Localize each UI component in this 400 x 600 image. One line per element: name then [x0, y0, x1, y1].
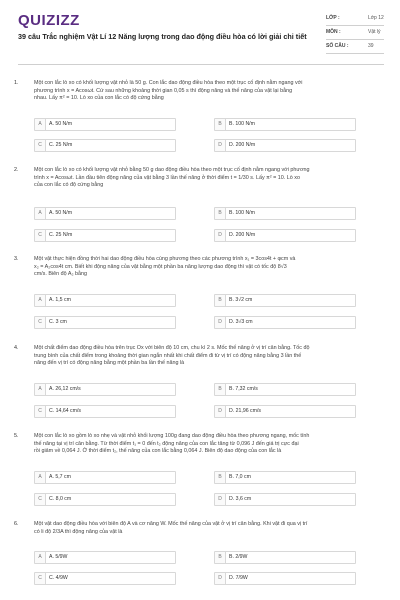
option-text: A. 50 N/m: [49, 121, 73, 127]
question-number: 2.: [14, 167, 19, 173]
meta-label: SỐ CÂU :: [326, 43, 349, 49]
option-text: B. 100 N/m: [229, 121, 255, 127]
option-b[interactable]: [214, 294, 356, 307]
question-line: thế năng tại vị trí cân bằng. Từ thời điểm t₁ = 0 đến t₂ động năng của con lắc tăng từ 0,096 J đến giá trị cực đại: [34, 440, 299, 447]
option-letter: B: [215, 119, 226, 130]
option-text: C. 3 cm: [49, 319, 67, 325]
option-c[interactable]: [34, 229, 176, 242]
question-line: nhau. Lấy π² = 10. Lò xo của con lắc có độ cứng bằng: [34, 95, 164, 102]
option-c[interactable]: [34, 316, 176, 329]
option-text: B. 7,32 cm/s: [229, 386, 258, 392]
option-letter: D: [215, 494, 226, 505]
option-a[interactable]: [34, 294, 176, 307]
option-a[interactable]: [34, 551, 176, 564]
question-line: Một vật dao động điều hòa với biên độ A và cơ năng W. Mốc thế năng của vật ở vị trí cân bằng. Khi vật đi qua vị trí: [34, 521, 308, 527]
option-text: D. 3,6 cm: [229, 496, 252, 502]
option-letter: A: [35, 119, 46, 130]
option-text: A. 5/9W: [49, 554, 68, 560]
option-text: D. 7/9W: [229, 575, 248, 581]
option-text: D. 200 N/m: [229, 232, 256, 238]
meta-row-subject: [326, 26, 384, 40]
question-line: trình x = Acosωt. Lần đầu tiên động năng của vật bằng 3 lần thế năng ở thời điểm t = 1/30 s. Lấy π² = 10. Lò xo: [34, 174, 300, 181]
option-text: D. 3√3 cm: [229, 319, 253, 325]
option-text: D. 21,96 cm/s: [229, 408, 262, 414]
page-title: 39 câu Trắc nghiệm Vật Lí 12 Năng lượng trong dao động điều hòa có lời giải chi tiết: [18, 32, 307, 41]
question-text: [34, 433, 384, 456]
option-b[interactable]: [214, 551, 356, 564]
option-d[interactable]: [214, 572, 356, 585]
option-a[interactable]: [34, 383, 176, 396]
option-letter: C: [35, 406, 46, 417]
question-line: rồi giảm về 0,064 J. Ở thời điểm t₂, thế năng của con lắc bằng 0,064 J. Biên độ dao động của con lắc là: [34, 448, 282, 455]
option-text: B. 2/9W: [229, 554, 248, 560]
option-letter: C: [35, 140, 46, 151]
option-c[interactable]: [34, 405, 176, 418]
option-d[interactable]: [214, 405, 356, 418]
option-d[interactable]: [214, 229, 356, 242]
option-letter: B: [215, 384, 226, 395]
option-text: C. 25 N/m: [49, 232, 73, 238]
question-line: của con lắc có độ cứng bằng: [34, 182, 104, 189]
question-text: [34, 80, 384, 103]
option-letter: C: [35, 494, 46, 505]
question-line: cm/s. Biên độ A₂ bằng: [34, 271, 88, 278]
option-b[interactable]: [214, 118, 356, 131]
question-number: 5.: [14, 433, 19, 439]
option-letter: B: [215, 552, 226, 563]
option-a[interactable]: [34, 118, 176, 131]
option-letter: D: [215, 406, 226, 417]
option-text: B. 3√2 cm: [229, 297, 253, 303]
meta-value: Lớp 12: [368, 15, 384, 21]
option-letter: C: [35, 317, 46, 328]
question-number: 1.: [14, 80, 19, 86]
option-a[interactable]: [34, 207, 176, 220]
option-b[interactable]: [214, 207, 356, 220]
option-letter: A: [35, 472, 46, 483]
option-letter: D: [215, 573, 226, 584]
option-c[interactable]: [34, 139, 176, 152]
question-text: [34, 256, 384, 279]
question-line: Một chất điểm dao động điều hòa trên trục Ox với biên độ 10 cm, chu kì 2 s. Mốc thế năng ở vị trí cân bằng. Tốc độ: [34, 345, 310, 351]
option-d[interactable]: [214, 316, 356, 329]
option-text: D. 200 N/m: [229, 142, 256, 148]
option-letter: B: [215, 472, 226, 483]
question-number: 3.: [14, 256, 19, 262]
question-text: [34, 345, 384, 368]
option-d[interactable]: [214, 493, 356, 506]
option-letter: D: [215, 230, 226, 241]
question-line: Một con lắc lò xo có khối lượng vật nhỏ là 50 g. Con lắc dao động điều hòa theo một trục cố định nằm ngang với: [34, 80, 303, 86]
question-line: Một con lắc lò xo có khối lượng vật nhỏ bằng 50 g dao động điều hòa theo một trục cố định nằm ngang với phương: [34, 167, 310, 173]
header-divider: [18, 64, 384, 65]
meta-value: 39: [368, 43, 374, 49]
option-text: C. 4/9W: [49, 575, 68, 581]
question-text: [34, 167, 384, 190]
option-b[interactable]: [214, 471, 356, 484]
header: [0, 0, 400, 70]
meta-row-count: [326, 40, 384, 54]
option-b[interactable]: [214, 383, 356, 396]
option-text: B. 7,0 cm: [229, 474, 251, 480]
meta-label: LỚP :: [326, 15, 340, 21]
question-number: 4.: [14, 345, 19, 351]
option-letter: A: [35, 552, 46, 563]
question-text: [34, 521, 384, 536]
option-letter: A: [35, 384, 46, 395]
option-text: B. 100 N/m: [229, 210, 255, 216]
question-line: có li độ 2/3A thì động năng của vật là: [34, 528, 123, 535]
option-c[interactable]: [34, 572, 176, 585]
question-line: trung bình của chất điểm trong khoảng thời gian ngắn nhất khi chất điểm đi từ vị trí có động năng bằng 3 lần thế: [34, 352, 302, 359]
logo-text: QUIZIZZ: [18, 12, 80, 29]
question-line: x₂ = A₂cos4t cm. Biết khi động năng của vật bằng một phần ba năng lượng dao động thì vật có tốc độ 8√3: [34, 263, 287, 270]
option-a[interactable]: [34, 471, 176, 484]
option-d[interactable]: [214, 139, 356, 152]
option-text: A. 5,7 cm: [49, 474, 71, 480]
option-letter: B: [215, 208, 226, 219]
option-text: C. 8,0 cm: [49, 496, 72, 502]
meta-label: MÔN :: [326, 29, 341, 35]
meta-row-class: [326, 12, 384, 26]
option-c[interactable]: [34, 493, 176, 506]
option-text: A. 50 N/m: [49, 210, 73, 216]
option-text: A. 26,12 cm/s: [49, 386, 81, 392]
question-line: Một vật thực hiện đồng thời hai dao động điều hòa cùng phương theo các phương trình x₁ = 3cos4t + φcm và: [34, 256, 296, 262]
quizizz-logo: [18, 12, 80, 29]
question-line: phương trình x = Acosωt. Cứ sau những khoảng thời gian 0,05 s thì động năng và thế năng của vật lại bằng: [34, 87, 293, 94]
option-letter: B: [215, 295, 226, 306]
option-letter: A: [35, 295, 46, 306]
option-letter: A: [35, 208, 46, 219]
option-text: A. 1,5 cm: [49, 297, 71, 303]
option-text: C. 14,64 cm/s: [49, 408, 82, 414]
option-letter: D: [215, 140, 226, 151]
meta-table: [326, 12, 384, 54]
option-text: C. 25 N/m: [49, 142, 73, 148]
question-number: 6.: [14, 521, 19, 527]
option-letter: C: [35, 573, 46, 584]
meta-value: Vật lý: [368, 29, 381, 35]
option-letter: C: [35, 230, 46, 241]
option-letter: D: [215, 317, 226, 328]
question-line: năng đến vị trí có động năng bằng một phần ba lần thế năng là: [34, 360, 185, 367]
question-line: Một con lắc lò xo gồm lò xo nhẹ và vật nhỏ khối lượng 100g đang dao động điều hòa theo phương ngang, mốc tính: [34, 433, 310, 439]
